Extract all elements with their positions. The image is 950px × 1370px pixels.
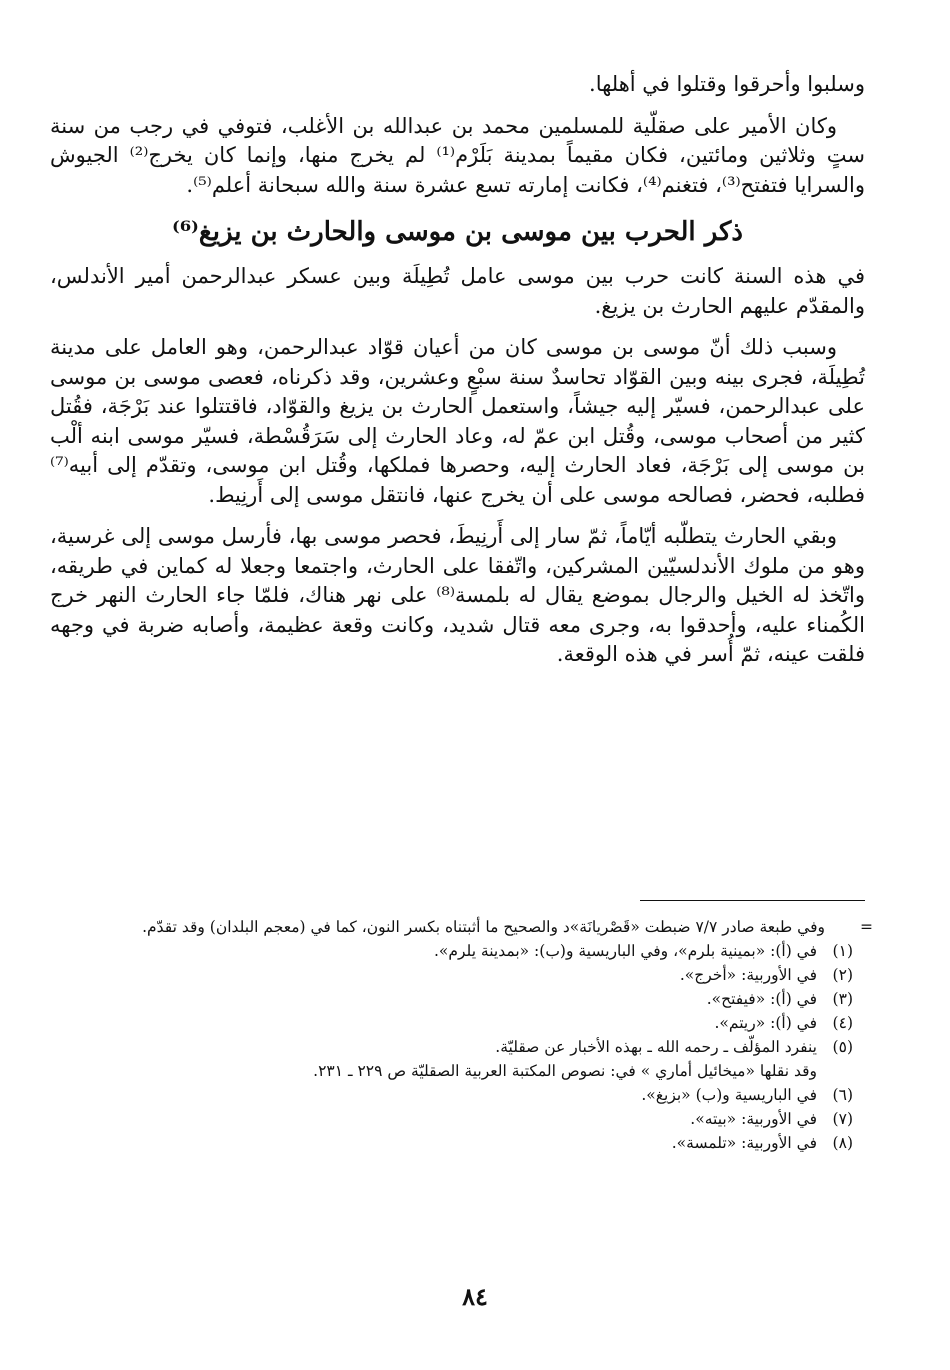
- page-number: ٨٤: [462, 1282, 488, 1311]
- paragraph: في هذه السنة كانت حرب بين موسى عامل تُطِيلَة وبين عسكر عبدالرحمن أمير الأندلس، والمقدّم عليهم الحارث بن يزيغ.: [50, 264, 865, 318]
- footnote-divider: [640, 900, 865, 901]
- footnote-number: (٦): [832, 1086, 853, 1104]
- footnote-number: (٥): [832, 1038, 853, 1056]
- paragraph: وسلبوا وأحرقوا وقتلوا في أهلها.: [589, 72, 865, 96]
- footnote-number: (١): [832, 942, 853, 960]
- footnote: [50, 1059, 865, 1083]
- footnote: [50, 987, 865, 1011]
- paragraph: وكان الأمير على صقلّية للمسلمين محمد بن عبدالله بن الأغلب، فتوفي في رجب من سنة ستٍ وثلاثين ومائتين، فكان مقيماً بمدينة بَلَرْم⁽¹⁾ لم يخرج منها، وإنما كان يخرج⁽²⁾ الجيوش والسرايا فتفتح⁽³⁾، فتغنم⁽⁴⁾، فكانت إمارته تسع عشرة سنة والله سبحانة أعلم⁽⁵⁾.: [50, 113, 866, 197]
- main-text: [50, 70, 865, 682]
- section-heading: ذكر الحرب بين موسى بن موسى والحارث بن يزيغ⁽⁶⁾: [171, 217, 743, 247]
- footnote: [50, 963, 865, 987]
- continuation-mark: =: [860, 918, 873, 936]
- footnote-text: وقد نقلها «ميخائيل أماري » في: نصوص المكتبة العربية الصقليّة ص ٢٢٩ ـ ٢٣١.: [313, 1062, 817, 1080]
- footnote-text: في الأوربية: «بيته».: [690, 1110, 817, 1128]
- footnote-number: (٣): [832, 990, 853, 1008]
- paragraph: وسبب ذلك أنّ موسى بن موسى كان من أعيان قوّاد عبدالرحمن، وهو العامل على مدينة تُطِيلَة، فجرى بينه وبين القوّاد تحاسدٌ سنة سبْعٍ وعشرين، وقد ذكرناه، فعصى موسى بن موسى على عبدالرحمن، فسيّر إليه جيشاً، واستعمل الحارث بن يزيغ والقوّاد، فاقتتلوا عند بَرْجَة، فقُتل كثير من أصحاب موسى، وقُتل ابن عمّ له، وعاد الحارث إلى سَرَقُسْطة، فسيّر موسى ابنه ألْب بن موسى إلى بَرْجَة، فعاد الحارث إليه، وحصرها فملكها، وقُتل ابن موسى، وتقدّم إلى أبيه⁽⁷⁾ فطلبه، فحضر، فصالحه موسى على أن يخرج عنها، فانتقل موسى إلى أَرنِيط.: [50, 335, 865, 507]
- footnote-text: في الأوربية: «تلمسة».: [671, 1134, 817, 1152]
- footnote: [50, 939, 865, 963]
- footnote: [50, 1131, 865, 1155]
- footnote-number: (٧): [832, 1110, 853, 1128]
- footnote-text: في (أ): «بمينية بلرم»، وفي الباريسية و(ب): «بمدينة يلرم».: [434, 942, 817, 960]
- footnote-text: في الأوربية: «أخرج».: [679, 966, 817, 984]
- footnote-number: (٢): [832, 966, 853, 984]
- footnote-text: في (أ): «فيفتح».: [706, 990, 817, 1008]
- footnote: [50, 1083, 865, 1107]
- footnote-text: في الباريسية و(ب) «بزيغ».: [641, 1086, 817, 1104]
- footnotes: [50, 915, 873, 1155]
- paragraph: وبقي الحارث يتطلّبه أيّاماً، ثمّ سار إلى أَرنِيطَ، فحصر موسى بها، فأرسل موسى إلى غرسية، وهو من ملوك الأندلسيّين المشركين، واتّفقا على الحارث، واجتمعا وجعلا له كماين في طريقه، واتّخذ له الخيل والرجال بموضع يقال له بلمسة⁽⁸⁾ على نهر هناك، فلمّا جاء الحارث النهر خرج الكُمناء عليه، وأحدقوا به، وجرى معه قتال شديد، وكانت وقعة عظيمة، وأصابه ضربة في وجهه فلقت عينه، ثمّ أُسر في هذه الوقعة.: [50, 524, 865, 666]
- footnote: [50, 1035, 865, 1059]
- footnote-continuation: [50, 915, 873, 939]
- footnote: [50, 1107, 865, 1131]
- footnote: [50, 1011, 865, 1035]
- footnote-text: في (أ): «ريتم».: [714, 1014, 817, 1032]
- footnote-text: وفي طبعة صادر ٧/٧ ضبطت «قَصْريانَة»د والصحيح ما أثبتناه بكسر النون، كما في (معجم البلدان) وقد تقدّم.: [142, 918, 825, 936]
- footnote-text: ينفرد المؤلّف ـ رحمه الله ـ بهذه الأخبار عن صقليّة.: [495, 1038, 817, 1056]
- footnote-number: (٨): [832, 1134, 853, 1152]
- footnote-number: [817, 1059, 865, 1083]
- footnote-number: (٤): [832, 1014, 853, 1032]
